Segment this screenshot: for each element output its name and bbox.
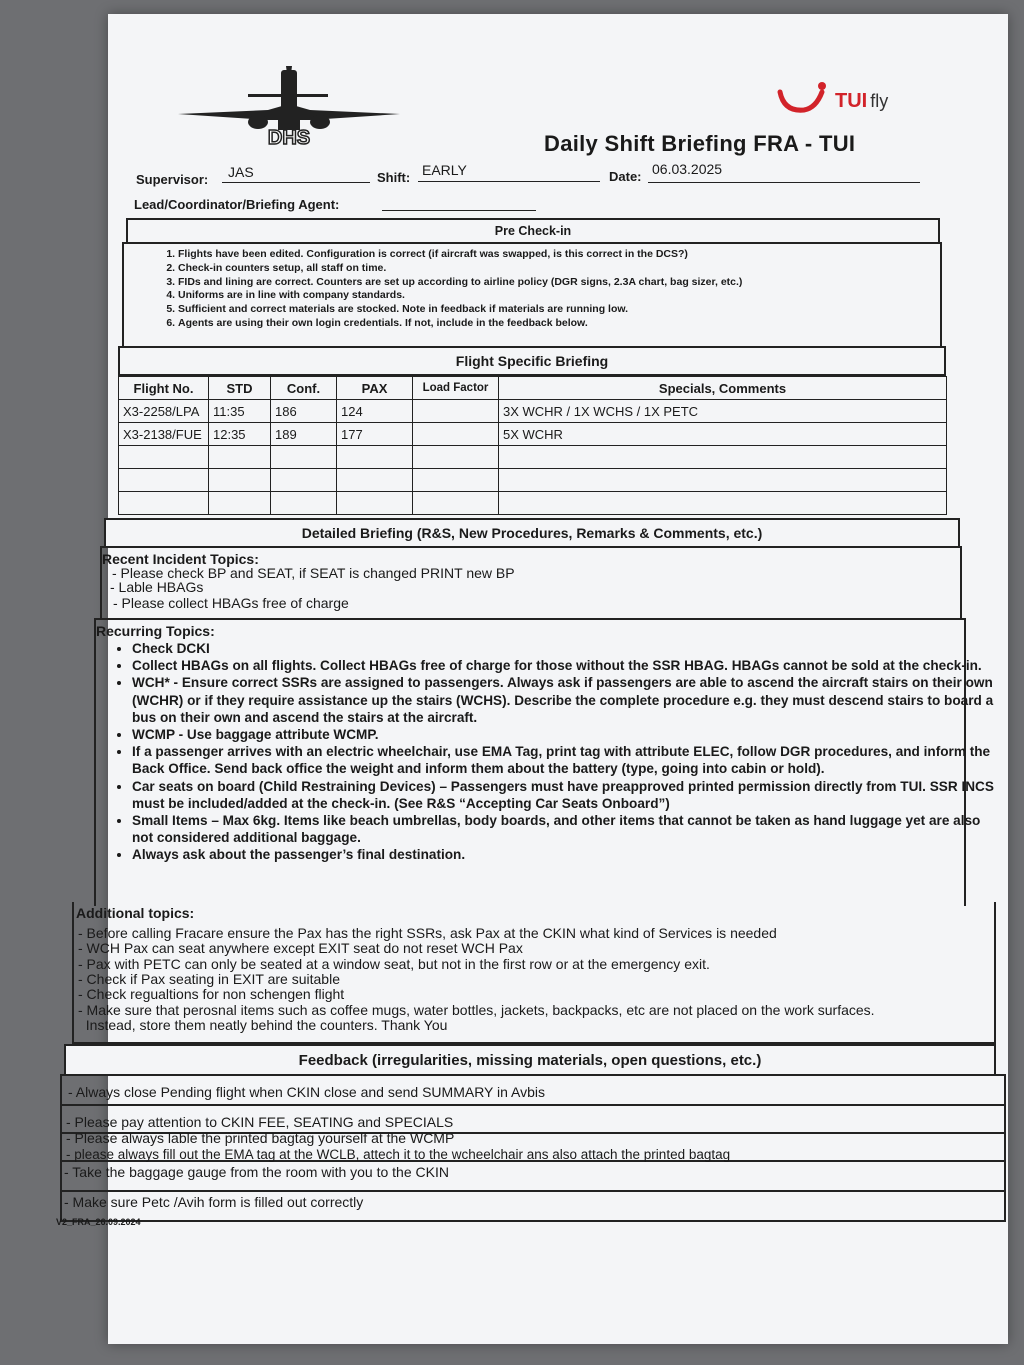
list-item: - WCH Pax can seat anywhere except EXIT seat do not reset WCH Pax bbox=[78, 940, 523, 956]
feedback-divider bbox=[60, 1190, 1006, 1192]
list-item: Instead, store them neatly behind the counters. Thank You bbox=[78, 1017, 448, 1033]
feedback-item: - Always close Pending flight when CKIN close and send SUMMARY in Avbis bbox=[68, 1084, 546, 1100]
column-header: Flight No. bbox=[119, 377, 209, 400]
dhs-airplane-logo bbox=[178, 66, 400, 150]
date-value[interactable]: 06.03.2025 bbox=[652, 161, 723, 177]
feedback-item: - please always fill out the EMA tag at the WCLB, attech it to the wcheelchair ans also attach the printed bagtag bbox=[66, 1147, 731, 1162]
column-header: Load Factor bbox=[413, 377, 499, 400]
pre-checkin-heading: Pre Check-in bbox=[126, 218, 940, 244]
table-cell[interactable] bbox=[413, 446, 499, 469]
table-row bbox=[119, 423, 947, 446]
detailed-briefing-heading: Detailed Briefing (R&S, New Procedures, Remarks & Comments, etc.) bbox=[104, 518, 960, 548]
feedback-divider bbox=[60, 1104, 1006, 1106]
table-cell[interactable]: 124 bbox=[337, 400, 413, 423]
table-cell[interactable] bbox=[119, 469, 209, 492]
list-item: 4. Uniforms are in line with company standards. bbox=[178, 289, 898, 303]
list-item: • Always ask about the passenger’s final destination. bbox=[132, 846, 1004, 863]
additional-topics-label: Additional topics: bbox=[76, 905, 195, 921]
table-cell[interactable] bbox=[337, 446, 413, 469]
table-row bbox=[119, 492, 947, 515]
list-item: - Check regualtions for non schengen flight bbox=[78, 986, 345, 1002]
lead-agent-label: Lead/Coordinator/Briefing Agent: bbox=[134, 197, 340, 212]
table-cell[interactable] bbox=[271, 446, 337, 469]
list-item: 5. Sufficient and correct materials are stocked. Note in feedback if materials are running low. bbox=[178, 303, 898, 317]
list-item: 3. FIDs and lining are correct. Counters are set up according to airline policy (DGR signs, 2.3A chart, bag sizer, etc.) bbox=[178, 276, 898, 290]
table-cell[interactable]: 11:35 bbox=[209, 400, 271, 423]
tui-fly-wordmark: TUI fly bbox=[835, 90, 889, 112]
shift-label: Shift: bbox=[377, 170, 411, 185]
table-cell[interactable]: 177 bbox=[337, 423, 413, 446]
list-item: - Before calling Fracare ensure the Pax has the right SSRs, ask Pax at the CKIN what kind of Services is needed bbox=[78, 925, 777, 941]
shift-underline bbox=[418, 181, 600, 182]
table-cell[interactable] bbox=[413, 400, 499, 423]
column-header: Specials, Comments bbox=[499, 377, 947, 400]
table-row bbox=[119, 446, 947, 469]
list-item: - Lable HBAGs bbox=[110, 579, 204, 595]
column-header: STD bbox=[209, 377, 271, 400]
table-cell[interactable] bbox=[119, 446, 209, 469]
document-title: Daily Shift Briefing FRA - TUI bbox=[544, 131, 856, 156]
table-cell[interactable]: 189 bbox=[271, 423, 337, 446]
supervisor-label: Supervisor: bbox=[136, 172, 209, 187]
table-cell[interactable] bbox=[499, 446, 947, 469]
list-item: • WCH* - Ensure correct SSRs are assigned to passengers. Always ask if passengers are able to ascend the aircraft stairs on their own (WCHR) or if they require assistance up the stairs (WCHS). Describe the complete procedure e.g. they must descend stairs to board a bus on their own and ascend the stairs at the aircraft. bbox=[132, 674, 1004, 726]
flight-briefing-heading: Flight Specific Briefing bbox=[118, 346, 946, 376]
table-cell[interactable] bbox=[413, 492, 499, 515]
list-item: • Collect HBAGs on all flights. Collect HBAGs free of charge for those without the SSR HBAG. HBAGs cannot be sold at the check-in. bbox=[132, 657, 1004, 674]
table-row bbox=[119, 469, 947, 492]
date-label: Date: bbox=[609, 169, 642, 184]
list-item: • Car seats on board (Child Restraining Devices) – Passengers must have preapproved printed permission directly from TUI. SSR INCS must be included/added at the check-in. (See R&S “Accepting Car Seats Onboard”) bbox=[132, 778, 1004, 812]
feedback-item: - Make sure Petc /Avih form is filled out correctly bbox=[64, 1194, 364, 1210]
list-item: - Make sure that perosnal items such as coffee mugs, water bottles, jackets, backpacks, etc are not placed on the work surfaces. bbox=[78, 1002, 875, 1018]
table-cell[interactable] bbox=[271, 492, 337, 515]
table-cell[interactable]: 186 bbox=[271, 400, 337, 423]
table-cell[interactable]: 5X WCHR bbox=[499, 423, 947, 446]
list-item: - Pax with PETC can only be seated at a window seat, but not in the first row or at the emergency exit. bbox=[78, 956, 710, 972]
list-item: • Check DCKI bbox=[132, 640, 1004, 657]
table-cell[interactable] bbox=[271, 469, 337, 492]
list-item: • WCMP - Use baggage attribute WCMP. bbox=[132, 726, 1004, 743]
feedback-item: - Please always lable the printed bagtag yourself at the WCMP bbox=[66, 1130, 455, 1146]
table-cell[interactable] bbox=[413, 469, 499, 492]
table-cell[interactable]: 3X WCHR / 1X WCHS / 1X PETC bbox=[499, 400, 947, 423]
table-header-row bbox=[119, 377, 947, 400]
flight-table bbox=[118, 376, 947, 515]
recurring-topics-list bbox=[92, 640, 1004, 864]
list-item: - Please collect HBAGs free of charge bbox=[113, 595, 349, 611]
table-cell[interactable] bbox=[499, 492, 947, 515]
shift-value[interactable]: EARLY bbox=[422, 162, 467, 178]
list-item: • If a passenger arrives with an electric wheelchair, use EMA Tag, print tag with attribute ELEC, follow DGR procedures, and inform the Back Office. Send back office the weight and inform them about the battery (type, going into cabin or hold). bbox=[132, 743, 1004, 777]
supervisor-value[interactable]: JAS bbox=[228, 164, 254, 180]
list-item: • Small Items – Max 6kg. Items like beach umbrellas, body boards, and other items that cannot be taken as hand luggage yet are also not considered additional baggage. bbox=[132, 812, 1004, 846]
feedback-item: - Take the baggage gauge from the room with you to the CKIN bbox=[64, 1164, 449, 1180]
list-item: 6. Agents are using their own login credentials. If not, include in the feedback below. bbox=[178, 317, 898, 331]
pre-checkin-list bbox=[150, 248, 898, 331]
date-underline bbox=[648, 182, 920, 183]
table-cell[interactable] bbox=[209, 492, 271, 515]
table-cell[interactable]: X3-2138/FUE bbox=[119, 423, 209, 446]
version-footer: V2_FRA_26.09.2024 bbox=[56, 1217, 141, 1227]
table-cell[interactable] bbox=[209, 446, 271, 469]
list-item: 1. Flights have been edited. Configuration is correct (if aircraft was swapped, is this correct in the DCS?) bbox=[178, 248, 898, 262]
table-row bbox=[119, 400, 947, 423]
table-cell[interactable] bbox=[119, 492, 209, 515]
recurring-topics-label: Recurring Topics: bbox=[96, 623, 215, 639]
column-header: Conf. bbox=[271, 377, 337, 400]
column-header: PAX bbox=[337, 377, 413, 400]
table-cell[interactable] bbox=[499, 469, 947, 492]
dhs-logo-text: DHS bbox=[267, 127, 311, 149]
table-cell[interactable] bbox=[209, 469, 271, 492]
table-cell[interactable]: 12:35 bbox=[209, 423, 271, 446]
supervisor-underline bbox=[222, 182, 370, 183]
list-item: - Check if Pax seating in EXIT are suitable bbox=[78, 971, 340, 987]
table-cell[interactable] bbox=[337, 469, 413, 492]
table-cell[interactable]: X3-2258/LPA bbox=[119, 400, 209, 423]
table-cell[interactable] bbox=[337, 492, 413, 515]
recent-incidents-label: Recent Incident Topics: bbox=[102, 551, 259, 567]
feedback-item: - Please pay attention to CKIN FEE, SEATING and SPECIALS bbox=[66, 1114, 454, 1130]
list-item: 2. Check-in counters setup, all staff on time. bbox=[178, 262, 898, 276]
list-item: - Please check BP and SEAT, if SEAT is changed PRINT new BP bbox=[112, 565, 515, 581]
feedback-heading: Feedback (irregularities, missing materials, open questions, etc.) bbox=[64, 1044, 996, 1076]
table-cell[interactable] bbox=[413, 423, 499, 446]
lead-agent-underline[interactable] bbox=[382, 210, 536, 211]
